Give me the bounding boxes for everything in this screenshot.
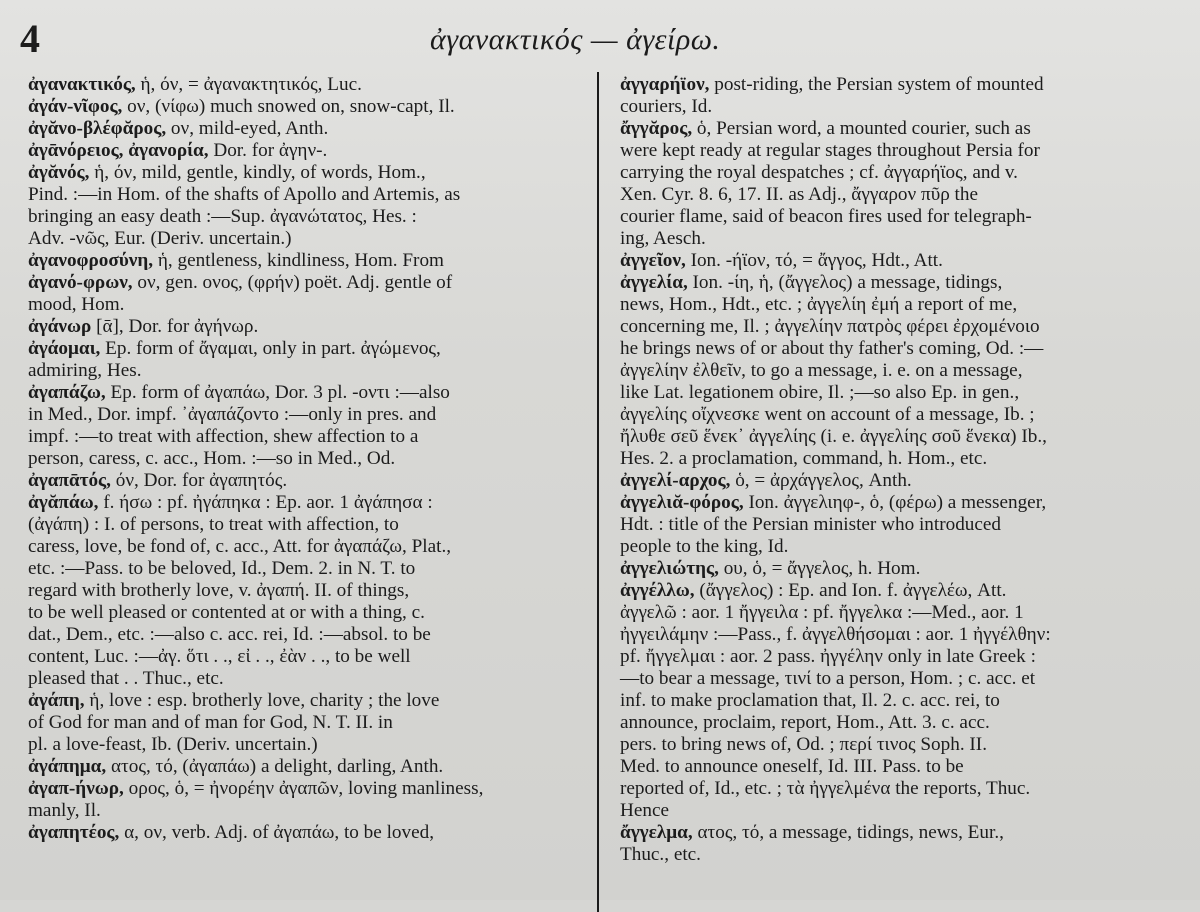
definition-text: f. ήσω : pf. ἠγάπηκα : Ep. aor. 1 ἀγάπησα :	[103, 492, 433, 513]
dictionary-entry	[28, 140, 584, 162]
definition-text: α, ον, verb. Adj. of ἀγαπάω, to be loved,	[124, 822, 435, 843]
entry-line	[620, 74, 1176, 96]
headword: ἀγανό-φρων,	[28, 272, 133, 293]
column-divider	[597, 72, 599, 912]
definition-text: Hdt. : title of the Persian minister who introduced	[620, 514, 1002, 535]
headword: ἀγάομαι,	[28, 338, 101, 359]
entry-line	[28, 206, 584, 228]
dictionary-entry	[620, 250, 1176, 272]
entry-line	[28, 118, 584, 140]
headword: ἀγαπ-ήνωρ,	[28, 778, 124, 799]
definition-text: ὁ, = ἀρχάγγελος, Anth.	[735, 470, 912, 491]
entry-line	[620, 250, 1176, 272]
definition-text: όν, Dor. for ἀγαπητός.	[115, 470, 288, 491]
definition-text: news, Hom., Hdt., etc. ; ἀγγελίη ἐμή a report of me,	[620, 294, 1018, 315]
definition-text: reported of, Id., etc. ; τὰ ἠγγελμένα the reports, Thuc.	[620, 778, 1031, 799]
definition-text: ον, (νίφω) much snowed on, snow-capt, Il.	[127, 96, 455, 117]
entry-line	[28, 646, 584, 668]
definition-text: carrying the royal despatches ; cf. ἀγγαρήϊος, and v.	[620, 162, 1018, 183]
definition-text: caress, love, be fond of, c. acc., Att. for ἀγαπάζω, Plat.,	[28, 536, 452, 557]
headword: ἀγαπητέος,	[28, 822, 120, 843]
dictionary-entry	[28, 756, 584, 778]
entry-line	[28, 690, 584, 712]
entry-line	[620, 184, 1176, 206]
entry-line	[28, 822, 584, 844]
running-head-title: ἀγανακτικός — ἀγείρω.	[430, 23, 721, 56]
page-number: 4	[20, 16, 40, 61]
dictionary-entry	[28, 822, 584, 844]
entry-line	[620, 118, 1176, 140]
definition-text: of God for man and of man for God, N. T. II. in	[28, 712, 393, 733]
entry-line	[620, 140, 1176, 162]
headword: ἀγᾰνο-βλέφᾰρος,	[28, 118, 167, 139]
headword: ἀγάν-νῖφος,	[28, 96, 123, 117]
entry-line	[28, 96, 584, 118]
dictionary-entry	[620, 74, 1176, 118]
entry-line	[620, 96, 1176, 118]
running-head	[0, 14, 1200, 64]
entry-line	[620, 756, 1176, 778]
headword: ἀγγελιᾰ-φόρος,	[620, 492, 744, 513]
entry-line	[28, 624, 584, 646]
entry-line	[620, 360, 1176, 382]
definition-text: Ion. -ίη, ἡ, (ἄγγελος) a message, tidings,	[692, 272, 1003, 293]
definition-text: ἠγγειλάμην :—Pass., f. ἀγγελθήσομαι : aor. 1 ἠγγέλθην:	[620, 624, 1051, 645]
entry-line	[28, 382, 584, 404]
headword: ἀγαπᾱτός,	[28, 470, 111, 491]
definition-text: Ion. ἀγγελιηφ-, ὁ, (φέρω) a messenger,	[748, 492, 1047, 513]
dictionary-entry	[28, 778, 584, 822]
definition-text: Thuc., etc.	[620, 844, 701, 865]
entry-line	[620, 206, 1176, 228]
entry-line	[620, 558, 1176, 580]
dictionary-entry	[620, 118, 1176, 250]
entry-line	[28, 162, 584, 184]
entry-line	[28, 492, 584, 514]
entry-line	[620, 404, 1176, 426]
entry-line	[620, 382, 1176, 404]
definition-text: content, Luc. :—ἀγ. ὅτι . ., εἰ . ., ἐὰν . ., to be well	[28, 646, 411, 667]
dictionary-entry	[28, 690, 584, 756]
right-column	[620, 74, 1176, 866]
entry-line	[28, 294, 584, 316]
headword: ἀγανακτικός,	[28, 74, 136, 95]
entry-line	[620, 426, 1176, 448]
definition-text: ου, ὁ, = ἄγγελος, h. Hom.	[723, 558, 921, 579]
definition-text: Dor. for ἀγην-.	[213, 140, 328, 161]
entry-line	[620, 822, 1176, 844]
definition-text: Ep. form of ἀγαπάω, Dor. 3 pl. -οντι :—also	[110, 382, 450, 403]
entry-line	[620, 800, 1176, 822]
definition-text: like Lat. legationem obire, Il. ;—so also Ep. in gen.,	[620, 382, 1020, 403]
definition-text: person, caress, c. acc., Hom. :—so in Med., Od.	[28, 448, 396, 469]
entry-line	[28, 756, 584, 778]
definition-text: ὁ, Persian word, a mounted courier, such as	[696, 118, 1031, 139]
entry-line	[620, 624, 1176, 646]
dictionary-entry	[28, 470, 584, 492]
entry-line	[28, 580, 584, 602]
dictionary-entry	[620, 558, 1176, 580]
definition-text: Pind. :—in Hom. of the shafts of Apollo and Artemis, as	[28, 184, 461, 205]
definition-text: ἤλυθε σεῦ ἕνεκ᾽ ἀγγελίης (i. e. ἀγγελίης σοῦ ἕνεκα) Ib.,	[620, 426, 1047, 447]
headword: ἄγγᾰρος,	[620, 118, 693, 139]
left-column	[28, 74, 584, 844]
dictionary-entry	[28, 272, 584, 316]
entry-line	[28, 800, 584, 822]
definition-text: ατος, τό, a message, tidings, news, Eur.,	[697, 822, 1004, 843]
entry-line	[28, 338, 584, 360]
dictionary-entry	[620, 822, 1176, 866]
headword: ἀγαπάζω,	[28, 382, 106, 403]
entry-line	[28, 74, 584, 96]
entry-line	[620, 228, 1176, 250]
dictionary-entry	[620, 492, 1176, 558]
entry-line	[620, 602, 1176, 624]
entry-line	[620, 536, 1176, 558]
entry-line	[28, 536, 584, 558]
definition-text: Adv. -νῶς, Eur. (Deriv. uncertain.)	[28, 228, 292, 249]
entry-line	[28, 602, 584, 624]
dictionary-entry	[28, 338, 584, 382]
headword: ἀγγέλλω,	[620, 580, 695, 601]
headword: ἀγᾱνόρειος, ἀγανορία,	[28, 140, 209, 161]
dictionary-entry	[620, 470, 1176, 492]
definition-text: inf. to make proclamation that, Il. 2. c. acc. rei, to	[620, 690, 1000, 711]
entry-line	[620, 448, 1176, 470]
definition-text: to be well pleased or contented at or with a thing, c.	[28, 602, 425, 623]
entry-line	[620, 492, 1176, 514]
dictionary-entry	[620, 580, 1176, 822]
definition-text: ἀγγελῶ : aor. 1 ἤγγειλα : pf. ἤγγελκα :—Med., aor. 1	[620, 602, 1024, 623]
entry-line	[620, 778, 1176, 800]
entry-line	[28, 360, 584, 382]
entry-line	[620, 294, 1176, 316]
definition-text: mood, Hom.	[28, 294, 125, 315]
definition-text: in Med., Dor. impf. ᾽ἀγαπάζοντο :—only in pres. and	[28, 404, 437, 425]
entry-line	[620, 668, 1176, 690]
entry-line	[28, 668, 584, 690]
definition-text: Med. to announce oneself, Id. III. Pass. to be	[620, 756, 964, 777]
definition-text: etc. :—Pass. to be beloved, Id., Dem. 2. in N. T. to	[28, 558, 416, 579]
definition-text: impf. :—to treat with affection, shew affection to a	[28, 426, 419, 447]
entry-line	[620, 844, 1176, 866]
headword: ἀγγαρήϊον,	[620, 74, 710, 95]
definition-text: dat., Dem., etc. :—also c. acc. rei, Id. :—absol. to be	[28, 624, 431, 645]
entry-line	[28, 228, 584, 250]
definition-text: (ἄγγελος) : Ep. and Ion. f. ἀγγελέω, Att.	[699, 580, 1007, 601]
entry-line	[28, 272, 584, 294]
dictionary-entry	[28, 74, 584, 96]
dictionary-entry	[28, 96, 584, 118]
definition-text: ἡ, love : esp. brotherly love, charity ; the love	[89, 690, 440, 711]
definition-text: ατος, τό, (ἀγαπάω) a delight, darling, Anth.	[110, 756, 444, 777]
definition-text: he brings news of or about thy father's coming, Od. :—	[620, 338, 1044, 359]
entry-line	[620, 514, 1176, 536]
dictionary-entry	[28, 382, 584, 470]
definition-text: bringing an easy death :—Sup. ἀγανώτατος, Hes. :	[28, 206, 417, 227]
definition-text: courier flame, said of beacon fires used for telegraph-	[620, 206, 1032, 227]
entry-line	[620, 734, 1176, 756]
headword: ἀγγελί-αρχος,	[620, 470, 731, 491]
definition-text: Hes. 2. a proclamation, command, h. Hom., etc.	[620, 448, 988, 469]
definition-text: —to bear a message, τινί to a person, Hom. ; c. acc. et	[620, 668, 1036, 689]
definition-text: ἀγγελίην ἐλθεῖν, to go a message, i. e. on a message,	[620, 360, 1023, 381]
dictionary-entry	[28, 492, 584, 690]
entry-line	[28, 184, 584, 206]
definition-text: people to the king, Id.	[620, 536, 789, 557]
entry-line	[28, 712, 584, 734]
definition-text: pl. a love-feast, Ib. (Deriv. uncertain.)	[28, 734, 318, 755]
definition-text: pleased that . . Thuc., etc.	[28, 668, 224, 689]
definition-text: (ἀγάπη) : I. of persons, to treat with affection, to	[28, 514, 399, 535]
entry-line	[620, 690, 1176, 712]
definition-text: pers. to bring news of, Od. ; περί τινος Soph. II.	[620, 734, 987, 755]
definition-text: regard with brotherly love, v. ἀγαπή. II. of things,	[28, 580, 410, 601]
definition-text: admiring, Hes.	[28, 360, 142, 381]
entry-line	[28, 448, 584, 470]
entry-line	[28, 426, 584, 448]
definition-text: were kept ready at regular stages throughout Persia for	[620, 140, 1040, 161]
headword: ἀγᾰπάω,	[28, 492, 99, 513]
entry-line	[620, 712, 1176, 734]
definition-text: manly, Il.	[28, 800, 101, 821]
definition-text: Hence	[620, 800, 669, 821]
entry-line	[620, 338, 1176, 360]
definition-text: announce, proclaim, report, Hom., Att. 3. c. acc.	[620, 712, 990, 733]
headword: ἀγγελιώτης,	[620, 558, 719, 579]
headword: ἀγγελία,	[620, 272, 688, 293]
entry-line	[620, 162, 1176, 184]
definition-text: ἡ, όν, = ἀγανακτητικός, Luc.	[140, 74, 362, 95]
dictionary-entry	[28, 162, 584, 250]
headword: ἀγάπη,	[28, 690, 85, 711]
definition-text: ing, Aesch.	[620, 228, 706, 249]
definition-text: Ion. -ήϊον, τό, = ἄγγος, Hdt., Att.	[690, 250, 943, 271]
definition-text: post-riding, the Persian system of mounted	[714, 74, 1044, 95]
dictionary-entry	[28, 118, 584, 140]
entry-line	[28, 514, 584, 536]
headword: ἀγάπημα,	[28, 756, 107, 777]
definition-text: pf. ἤγγελμαι : aor. 2 pass. ἠγγέλην only in late Greek :	[620, 646, 1036, 667]
headword: ἀγανοφροσύνη,	[28, 250, 154, 271]
definition-text: ον, gen. ονος, (φρήν) poët. Adj. gentle of	[137, 272, 453, 293]
definition-text: ἀγγελίης οἴχνεσκε went on account of a message, Ib. ;	[620, 404, 1035, 425]
entry-line	[620, 580, 1176, 602]
dictionary-entry	[28, 250, 584, 272]
definition-text: ορος, ὁ, = ἠνορέην ἀγαπῶν, loving manliness,	[128, 778, 484, 799]
headword: ἀγᾰνός,	[28, 162, 90, 183]
definition-text: Xen. Cyr. 8. 6, 17. II. as Adj., ἄγγαρον πῦρ the	[620, 184, 979, 205]
entry-line	[28, 140, 584, 162]
entry-line	[28, 778, 584, 800]
dictionary-entry	[28, 316, 584, 338]
entry-line	[28, 250, 584, 272]
definition-text: [ᾱ], Dor. for ἀγήνωρ.	[96, 316, 259, 337]
definition-text: ον, mild-eyed, Anth.	[170, 118, 329, 139]
entry-line	[620, 272, 1176, 294]
entry-line	[620, 646, 1176, 668]
entry-line	[28, 316, 584, 338]
entry-line	[28, 734, 584, 756]
entry-line	[28, 470, 584, 492]
definition-text: couriers, Id.	[620, 96, 713, 117]
definition-text: ἡ, όν, mild, gentle, kindly, of words, Hom.,	[94, 162, 426, 183]
entry-line	[28, 404, 584, 426]
entry-line	[620, 316, 1176, 338]
definition-text: ἡ, gentleness, kindliness, Hom. From	[157, 250, 444, 271]
headword: ἀγάνωρ	[28, 316, 92, 337]
definition-text: concerning me, Il. ; ἀγγελίην πατρὸς φέρει ἐρχομένοιο	[620, 316, 1040, 337]
entry-line	[620, 470, 1176, 492]
definition-text: Ep. form of ἄγαμαι, only in part. ἀγώμενος,	[105, 338, 441, 359]
headword: ἄγγελμα,	[620, 822, 693, 843]
entry-line	[28, 558, 584, 580]
dictionary-entry	[620, 272, 1176, 470]
headword: ἀγγεῖον,	[620, 250, 686, 271]
